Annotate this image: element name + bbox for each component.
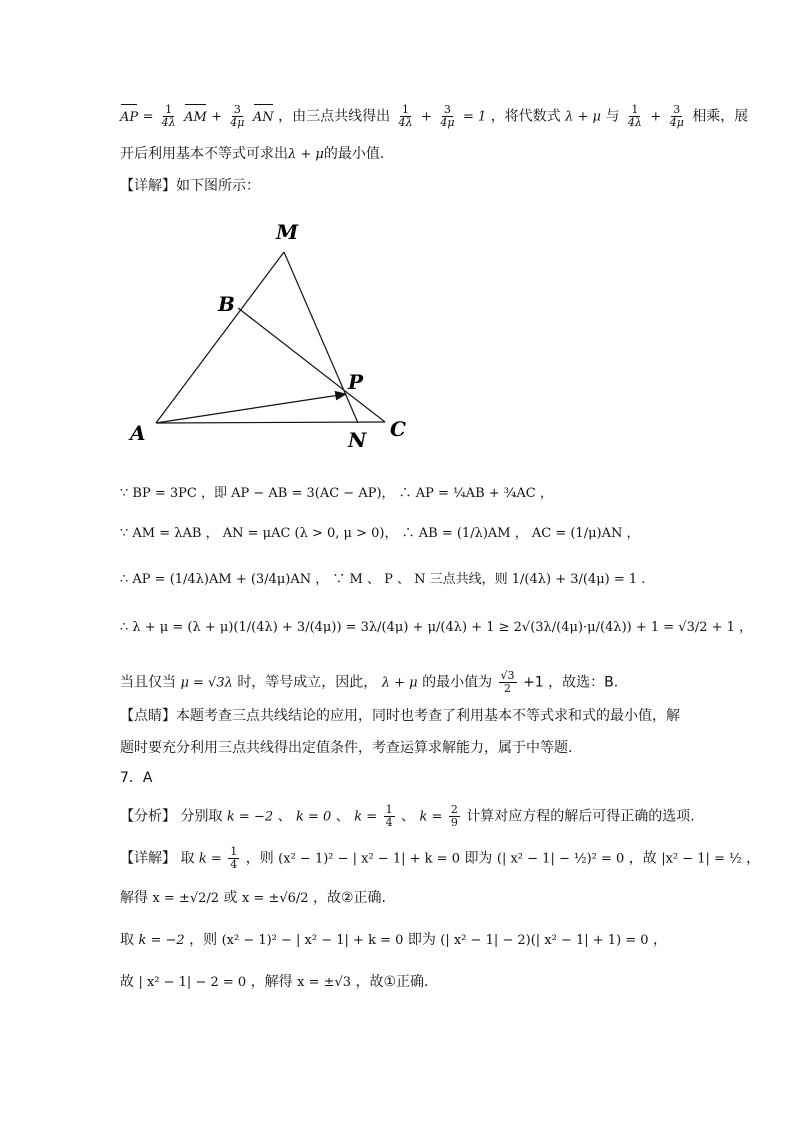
equation-b: ∵ AM = λAB ， AN = μAC (λ > 0, μ > 0)， ∴ AB = (1/λ)AM ， AC = (1/μ)AN ， xyxy=(120,526,640,541)
label-c: C xyxy=(390,417,406,441)
comment-tag: 【点睛】 xyxy=(120,708,176,724)
triangle-figure xyxy=(120,215,420,455)
detail2-tag: 【详解】 xyxy=(120,850,176,867)
solution2-line: 取 k = −2 ，则 (x² − 1)² − | x² − 1| + k = 0 即为 (| x² − 1| − 2)(| x² − 1| + 1) = 0 ， xyxy=(120,932,668,948)
conclusion-line: 当且仅当 μ = √3λ 时，等号成立，因此， λ + μ 的最小值为 $\frac{√3}{2}$ +1 ，故选：B. xyxy=(120,669,619,695)
fraction: $\frac{1}{4}$ xyxy=(230,845,238,871)
detail-tag: 【详解】 xyxy=(120,178,176,194)
solution3-line: 故 | x² − 1| − 2 = 0 ，解得 x = ±√3 ，故①正确. xyxy=(120,974,429,990)
fraction: $\frac{√3}{2}$ xyxy=(500,669,515,695)
detail2-line: 【详解】 取 k = $\frac{1}{4}$ ，则 (x² − 1)² − | x² − 1| + k = 0 即为 (| x² − 1| − ½)² = 0 ，故 |x² − 1| = ½ ， xyxy=(120,845,761,871)
label-m: M xyxy=(276,220,299,244)
analysis-tag: 【分析】 xyxy=(120,808,176,825)
solution-line-2: 开后利用基本不等式可求出λ + μ的最小值. xyxy=(120,146,385,162)
comment-line-2: 题时要充分利用三点共线得出定值条件，考查运算求解能力，属于中等题. xyxy=(120,740,573,756)
solution-line-1: AP = $\frac{1}{4\lambda}$ AM + $\frac{3}{4\mu}$ AN ，由三点共线得出 $\frac{1}{4\lambda}$ + $\frac{3}{4\mu}$ = 1 ，将代数式 λ + μ 与 $\frac{1}{4\lambda}$ + $\frac{3}{4\mu}$ 相乘，展 xyxy=(120,103,749,129)
equation-a: ∵ BP = 3PC ，即 AP − AB = 3(AC − AP)， ∴ AP = ¼AB + ¾AC ， xyxy=(120,486,553,501)
label-n: N xyxy=(348,428,367,452)
label-a: A xyxy=(130,421,146,445)
vector-an: AN xyxy=(253,108,274,128)
fraction: $\frac{1}{4}$ xyxy=(385,803,393,829)
fraction: $\frac{1}{4\lambda}$ xyxy=(627,103,642,129)
comment-line-1: 【点睛】本题考查三点共线结论的应用，同时也考查了利用基本不等式求和式的最小值，解 xyxy=(120,708,680,724)
fraction: $\frac{1}{4\lambda}$ xyxy=(398,103,413,129)
fraction: $\frac{3}{4\mu}$ xyxy=(230,103,245,129)
fraction: $\frac{1}{4\lambda}$ xyxy=(161,103,176,129)
label-p: P xyxy=(348,370,364,394)
question-number: 7．A xyxy=(120,770,153,786)
equation-c: ∴ AP = (1/4λ)AM + (3/4μ)AN ， ∵ M 、 P 、 N 三点共线，则 1/(4λ) + 3/(4μ) = 1 . xyxy=(120,572,646,587)
detail-heading: 【详解】如下图所示： xyxy=(120,178,260,194)
analysis-line: 【分析】 分别取 k = −2 、 k = 0 、 k = $\frac{1}{4}$ 、 k = $\frac{2}{9}$ 计算对应方程的解后可得正确的选项. xyxy=(120,803,695,829)
vector-ap: AP xyxy=(120,108,138,128)
solution1-line: 解得 x = ±√2/2 或 x = ±√6/2 ，故②正确. xyxy=(120,890,387,906)
fraction: $\frac{3}{4\mu}$ xyxy=(669,103,684,129)
equation-d: ∴ λ + μ = (λ + μ)(1/(4λ) + 3/(4μ)) = 3λ/(4μ) + μ/(4λ) + 1 ≥ 2√(3λ/(4μ)·μ/(4λ)) + 1 = √3/2 + 1 ， xyxy=(120,620,753,635)
fraction: $\frac{3}{4\mu}$ xyxy=(440,103,455,129)
fraction: $\frac{2}{9}$ xyxy=(450,803,458,829)
vector-am: AM xyxy=(184,108,207,128)
label-b: B xyxy=(218,292,235,316)
